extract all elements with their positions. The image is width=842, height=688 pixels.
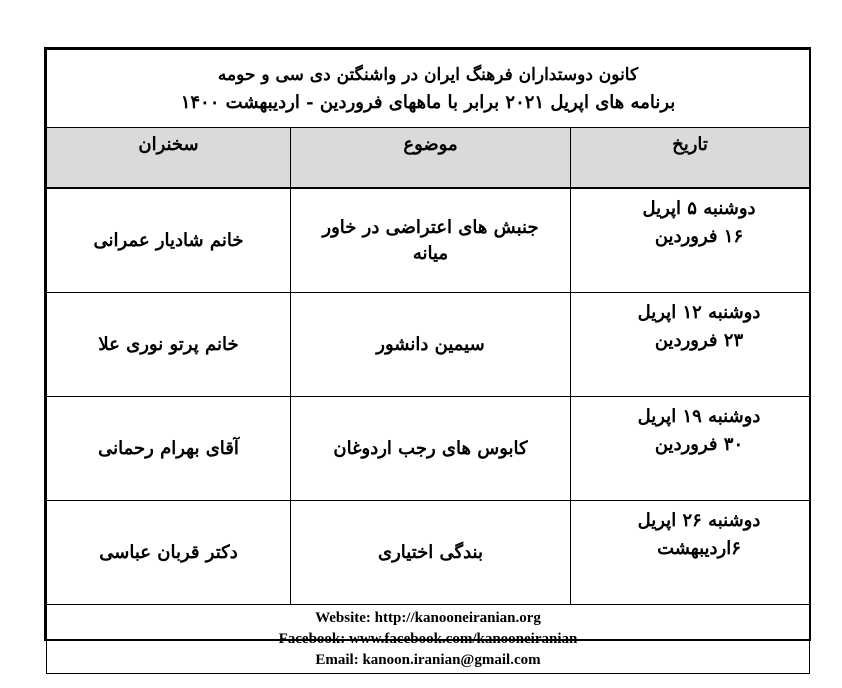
title-row [47, 50, 810, 128]
speaker-cell: آقای بهرام رحمانی [47, 397, 291, 501]
table-row [47, 397, 810, 501]
title-cell [47, 50, 810, 128]
weekday-date: دوشنبه ۱۹ اپریل [637, 406, 761, 427]
facebook-link: Facebook: www.facebook.com/kanooneiranian [278, 630, 578, 647]
date-cell [571, 188, 810, 293]
weekday-date: دوشنبه ۱۲ اپریل [637, 302, 761, 323]
weekday-date: دوشنبه ۵ اپریل [642, 198, 756, 219]
weekday-date: دوشنبه ۲۶ اپریل [637, 510, 761, 531]
topic-cell: جنبش های اعتراضی در خاور میانه [291, 188, 571, 293]
header-speakers: سخنران [47, 128, 291, 189]
table-row [47, 188, 810, 293]
speaker-cell: خانم شادیار عمرانی [47, 188, 291, 293]
contact-footer [47, 605, 810, 674]
date-cell [571, 501, 810, 605]
topic-cell: کابوس های رجب اردوغان [291, 397, 571, 501]
program-table [46, 49, 810, 674]
topic-cell: سیمین دانشور [291, 293, 571, 397]
topic-cell: بندگی اختیاری [291, 501, 571, 605]
program-subtitle: برنامه های اپریل ۲۰۲۱ برابر با ماههای فروردین - اردیبهشت ۱۴۰۰ [180, 91, 676, 113]
header-row [47, 128, 810, 189]
organization-title: کانون دوستداران فرهنگ ایران در واشنگتن دی سی و حومه [217, 64, 639, 85]
persian-date: ۲۳ فروردین [654, 330, 744, 351]
footer-row [47, 605, 810, 674]
persian-date: ۳۰ فروردین [654, 434, 744, 455]
speaker-cell: خانم پرتو نوری علا [47, 293, 291, 397]
date-cell [571, 397, 810, 501]
website-link: Website: http://kanooneiranian.org [315, 609, 541, 626]
date-cell [571, 293, 810, 397]
speaker-cell: دکتر قربان عباسی [47, 501, 291, 605]
program-sheet [44, 47, 811, 668]
table-row [47, 501, 810, 605]
header-topic: موضوع [291, 128, 571, 189]
persian-date: ۱۶ فروردین [654, 226, 744, 247]
table-row [47, 293, 810, 397]
persian-date: ۶اردیبهشت [657, 538, 741, 559]
email-link: Email: kanoon.iranian@gmail.com [315, 651, 541, 668]
header-date: تاریخ [571, 128, 810, 189]
